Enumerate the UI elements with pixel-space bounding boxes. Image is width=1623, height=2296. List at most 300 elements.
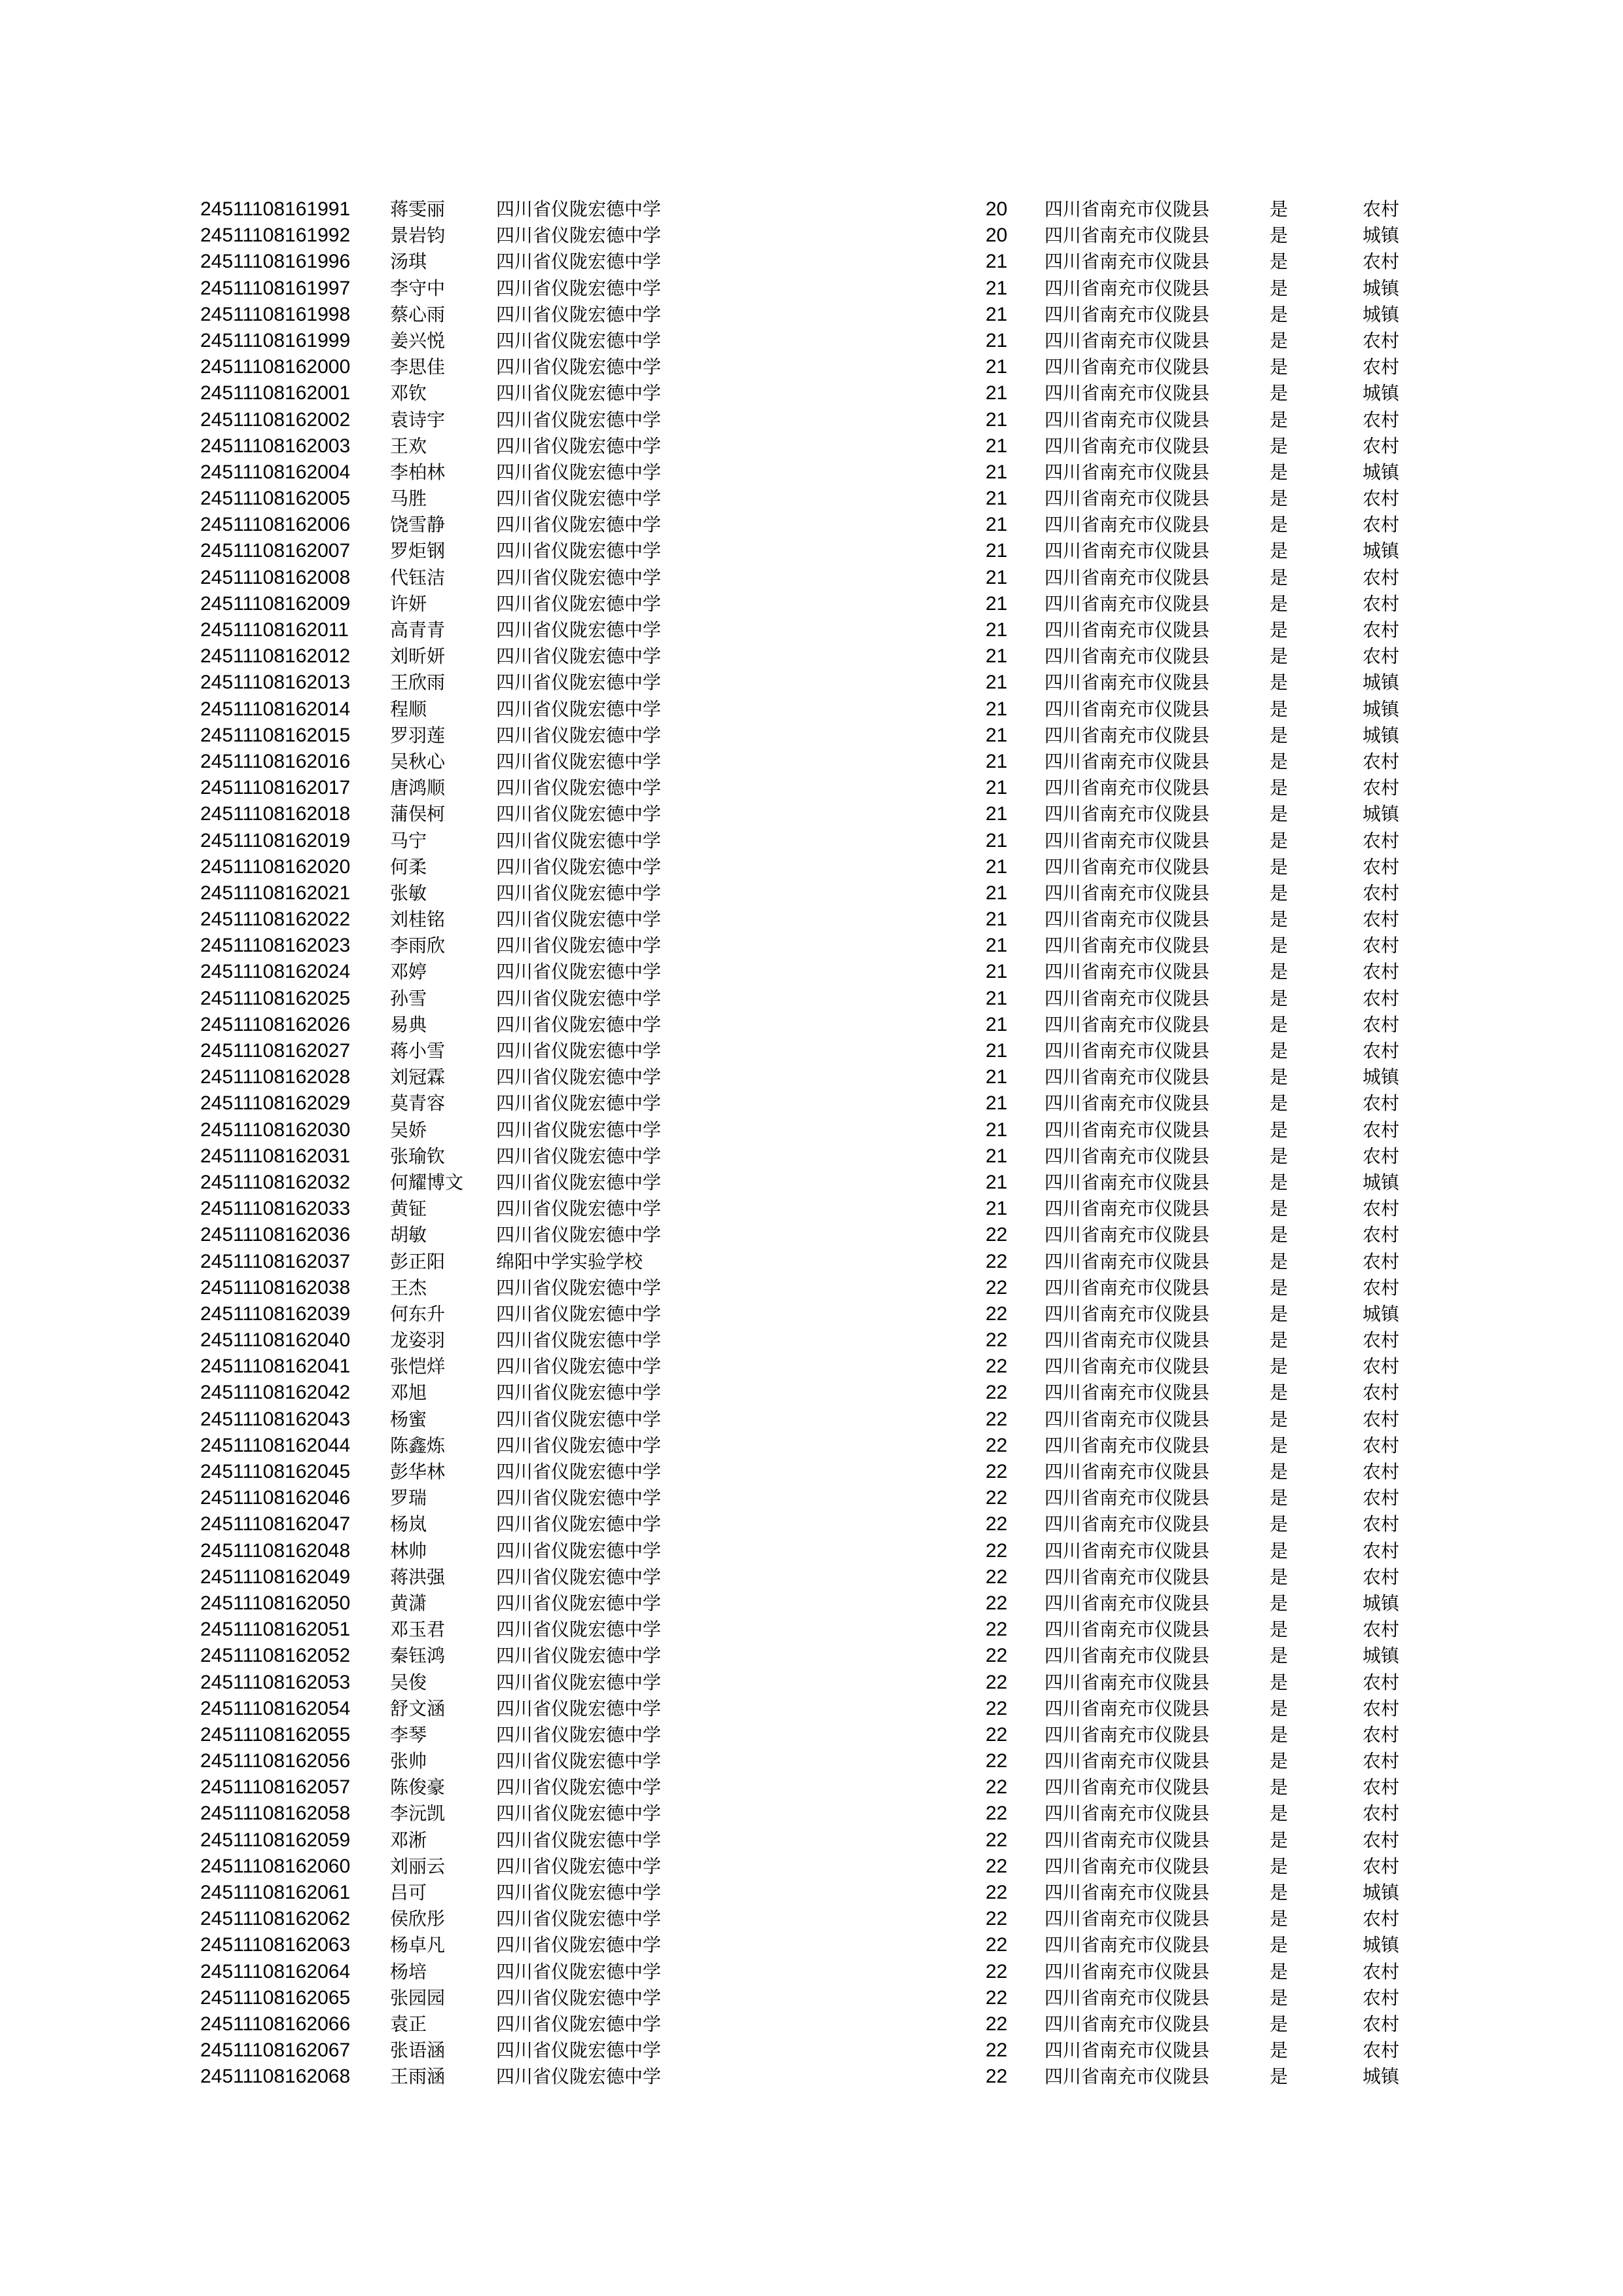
address-cell: 四川省南充市仪陇县 [1044, 1329, 1210, 1352]
number-cell: 22 [986, 1855, 1008, 1877]
school-cell: 四川省仪陇宏德中学 [496, 1461, 662, 1482]
address-cell: 四川省南充市仪陇县 [1044, 329, 1210, 351]
number-cell: 21 [986, 619, 1008, 641]
student-name-cell: 黄钲 [390, 1198, 427, 1220]
address-cell: 四川省南充市仪陇县 [1044, 908, 1210, 931]
residence-type-cell: 农村 [1363, 1145, 1400, 1167]
number-cell: 21 [986, 488, 1008, 510]
record-id-cell: 24511108161998 [200, 303, 351, 325]
residence-type-cell: 农村 [1363, 829, 1400, 852]
number-cell: 22 [986, 1487, 1008, 1509]
table-row [0, 1301, 1623, 1327]
student-name-cell: 何柔 [390, 855, 427, 878]
table-row [0, 1643, 1623, 1669]
student-name-cell: 刘丽云 [390, 1855, 446, 1877]
residence-type-cell: 农村 [1363, 514, 1400, 536]
number-cell: 21 [986, 1013, 1008, 1035]
student-name-cell: 杨卓凡 [390, 1934, 446, 1956]
record-id-cell: 24511108162023 [200, 935, 351, 957]
table-row [0, 407, 1623, 433]
record-id-cell: 24511108162039 [200, 1302, 351, 1325]
flag-cell: 是 [1270, 1040, 1289, 1062]
table-row [0, 2064, 1623, 2090]
residence-type-cell: 城镇 [1363, 1066, 1400, 1088]
address-cell: 四川省南充市仪陇县 [1044, 1671, 1210, 1693]
student-name-cell: 孙雪 [390, 987, 427, 1009]
record-id-cell: 24511108162051 [200, 1619, 351, 1641]
record-id-cell: 24511108162030 [200, 1119, 351, 1141]
residence-type-cell: 农村 [1363, 1776, 1400, 1799]
flag-cell: 是 [1270, 1119, 1289, 1141]
flag-cell: 是 [1270, 1539, 1289, 1562]
number-cell: 22 [986, 1750, 1008, 1772]
school-cell: 四川省仪陇宏德中学 [496, 1171, 662, 1193]
record-id-cell: 24511108162007 [200, 540, 351, 562]
address-cell: 四川省南充市仪陇县 [1044, 1645, 1210, 1667]
number-cell: 21 [986, 540, 1008, 562]
student-name-cell: 刘昕妍 [390, 645, 446, 668]
school-cell: 四川省仪陇宏德中学 [496, 1302, 662, 1325]
address-cell: 四川省南充市仪陇县 [1044, 1986, 1210, 2009]
flag-cell: 是 [1270, 698, 1289, 720]
flag-cell: 是 [1270, 251, 1289, 273]
student-name-cell: 张敏 [390, 882, 427, 904]
address-cell: 四川省南充市仪陇县 [1044, 488, 1210, 510]
record-id-cell: 24511108162061 [200, 1882, 351, 1903]
table-row [0, 591, 1623, 617]
number-cell: 22 [986, 1934, 1008, 1956]
number-cell: 20 [986, 224, 1008, 247]
record-id-cell: 24511108162064 [200, 1960, 351, 1982]
school-cell: 四川省仪陇宏德中学 [496, 1645, 662, 1667]
school-cell: 四川省仪陇宏德中学 [496, 382, 662, 404]
school-cell: 四川省仪陇宏德中学 [496, 1092, 662, 1115]
school-cell: 四川省仪陇宏德中学 [496, 2066, 662, 2088]
flag-cell: 是 [1270, 1171, 1289, 1193]
table-row [0, 1985, 1623, 2011]
number-cell: 21 [986, 987, 1008, 1009]
table-row [0, 1801, 1623, 1827]
table-row [0, 1722, 1623, 1748]
table-row [0, 1748, 1623, 1774]
table-row [0, 1249, 1623, 1275]
address-cell: 四川省南充市仪陇县 [1044, 619, 1210, 641]
residence-type-cell: 城镇 [1363, 1882, 1400, 1903]
address-cell: 四川省南充市仪陇县 [1044, 672, 1210, 694]
table-row [0, 249, 1623, 275]
record-id-cell: 24511108162025 [200, 987, 351, 1009]
student-name-cell: 何东升 [390, 1302, 446, 1325]
number-cell: 22 [986, 1776, 1008, 1799]
student-name-cell: 李琴 [390, 1723, 427, 1746]
address-cell: 四川省南充市仪陇县 [1044, 1513, 1210, 1535]
address-cell: 四川省南充市仪陇县 [1044, 1171, 1210, 1193]
flag-cell: 是 [1270, 1776, 1289, 1799]
student-name-cell: 马宁 [390, 829, 427, 852]
residence-type-cell: 城镇 [1363, 461, 1400, 483]
flag-cell: 是 [1270, 1092, 1289, 1115]
school-cell: 四川省仪陇宏德中学 [496, 961, 662, 983]
address-cell: 四川省南充市仪陇县 [1044, 1408, 1210, 1430]
address-cell: 四川省南充市仪陇县 [1044, 2013, 1210, 2035]
number-cell: 21 [986, 1066, 1008, 1088]
flag-cell: 是 [1270, 1671, 1289, 1693]
record-id-cell: 24511108162009 [200, 592, 351, 615]
residence-type-cell: 农村 [1363, 1250, 1400, 1272]
address-cell: 四川省南充市仪陇县 [1044, 1829, 1210, 1851]
flag-cell: 是 [1270, 356, 1289, 378]
address-cell: 四川省南充市仪陇县 [1044, 514, 1210, 536]
table-row [0, 723, 1623, 749]
flag-cell: 是 [1270, 1355, 1289, 1378]
table-row [0, 223, 1623, 249]
school-cell: 四川省仪陇宏德中学 [496, 1908, 662, 1930]
residence-type-cell: 农村 [1363, 592, 1400, 615]
number-cell: 22 [986, 2066, 1008, 2088]
table-row [0, 775, 1623, 801]
number-cell: 22 [986, 1803, 1008, 1825]
school-cell: 四川省仪陇宏德中学 [496, 540, 662, 562]
data-table [0, 196, 1623, 2090]
school-cell: 四川省仪陇宏德中学 [496, 1276, 662, 1299]
record-id-cell: 24511108162067 [200, 2039, 351, 2062]
school-cell: 四川省仪陇宏德中学 [496, 1986, 662, 2009]
residence-type-cell: 农村 [1363, 1539, 1400, 1562]
residence-type-cell: 农村 [1363, 1487, 1400, 1509]
residence-type-cell: 农村 [1363, 1013, 1400, 1035]
record-id-cell: 24511108162015 [200, 724, 351, 746]
school-cell: 四川省仪陇宏德中学 [496, 829, 662, 852]
table-row [0, 1143, 1623, 1170]
address-cell: 四川省南充市仪陇县 [1044, 382, 1210, 404]
school-cell: 四川省仪陇宏德中学 [496, 1671, 662, 1693]
address-cell: 四川省南充市仪陇县 [1044, 1198, 1210, 1220]
record-id-cell: 24511108162029 [200, 1092, 351, 1115]
number-cell: 21 [986, 1145, 1008, 1167]
school-cell: 四川省仪陇宏德中学 [496, 777, 662, 799]
number-cell: 22 [986, 1645, 1008, 1667]
school-cell: 四川省仪陇宏德中学 [496, 1224, 662, 1246]
school-cell: 四川省仪陇宏德中学 [496, 1355, 662, 1378]
student-name-cell: 马胜 [390, 488, 427, 510]
address-cell: 四川省南充市仪陇县 [1044, 1592, 1210, 1614]
record-id-cell: 24511108161999 [200, 329, 351, 351]
number-cell: 22 [986, 1302, 1008, 1325]
number-cell: 22 [986, 1408, 1008, 1430]
record-id-cell: 24511108162050 [200, 1592, 351, 1614]
school-cell: 四川省仪陇宏德中学 [496, 1855, 662, 1877]
table-row [0, 1327, 1623, 1354]
flag-cell: 是 [1270, 935, 1289, 957]
residence-type-cell: 农村 [1363, 1723, 1400, 1746]
table-row [0, 486, 1623, 512]
student-name-cell: 许妍 [390, 592, 427, 615]
record-id-cell: 24511108162014 [200, 698, 351, 720]
flag-cell: 是 [1270, 645, 1289, 668]
address-cell: 四川省南充市仪陇县 [1044, 461, 1210, 483]
table-row [0, 749, 1623, 775]
record-id-cell: 24511108162066 [200, 2013, 351, 2035]
address-cell: 四川省南充市仪陇县 [1044, 1723, 1210, 1746]
number-cell: 22 [986, 1224, 1008, 1246]
residence-type-cell: 农村 [1363, 1198, 1400, 1220]
number-cell: 22 [986, 1434, 1008, 1456]
residence-type-cell: 农村 [1363, 750, 1400, 772]
record-id-cell: 24511108162002 [200, 408, 351, 431]
school-cell: 四川省仪陇宏德中学 [496, 1776, 662, 1799]
school-cell: 四川省仪陇宏德中学 [496, 724, 662, 746]
record-id-cell: 24511108162033 [200, 1198, 351, 1220]
record-id-cell: 24511108162013 [200, 672, 351, 694]
flag-cell: 是 [1270, 277, 1289, 299]
number-cell: 21 [986, 829, 1008, 852]
residence-type-cell: 农村 [1363, 198, 1400, 220]
number-cell: 22 [986, 1986, 1008, 2009]
residence-type-cell: 农村 [1363, 1697, 1400, 1719]
table-row [0, 933, 1623, 959]
student-name-cell: 饶雪静 [390, 514, 446, 536]
student-name-cell: 陈鑫炼 [390, 1434, 446, 1456]
student-name-cell: 李守中 [390, 277, 446, 299]
flag-cell: 是 [1270, 1908, 1289, 1930]
table-row [0, 512, 1623, 538]
school-cell: 四川省仪陇宏德中学 [496, 1750, 662, 1772]
flag-cell: 是 [1270, 619, 1289, 641]
number-cell: 21 [986, 961, 1008, 983]
table-row [0, 1012, 1623, 1038]
residence-type-cell: 城镇 [1363, 540, 1400, 562]
address-cell: 四川省南充市仪陇县 [1044, 408, 1210, 431]
student-name-cell: 何耀博文 [390, 1171, 464, 1193]
residence-type-cell: 农村 [1363, 1750, 1400, 1772]
address-cell: 四川省南充市仪陇县 [1044, 1461, 1210, 1482]
student-name-cell: 李雨欣 [390, 935, 446, 957]
table-row [0, 1196, 1623, 1222]
record-id-cell: 24511108161997 [200, 277, 351, 299]
record-id-cell: 24511108162056 [200, 1750, 351, 1772]
residence-type-cell: 农村 [1363, 645, 1400, 668]
flag-cell: 是 [1270, 1066, 1289, 1088]
school-cell: 绵阳中学实验学校 [496, 1250, 643, 1272]
record-id-cell: 24511108162020 [200, 855, 351, 878]
record-id-cell: 24511108162008 [200, 566, 351, 588]
student-name-cell: 蒋洪强 [390, 1566, 446, 1588]
flag-cell: 是 [1270, 514, 1289, 536]
table-row [0, 880, 1623, 906]
flag-cell: 是 [1270, 1855, 1289, 1877]
record-id-cell: 24511108162024 [200, 961, 351, 983]
school-cell: 四川省仪陇宏德中学 [496, 329, 662, 351]
table-row [0, 1696, 1623, 1722]
school-cell: 四川省仪陇宏德中学 [496, 1829, 662, 1851]
number-cell: 21 [986, 1119, 1008, 1141]
flag-cell: 是 [1270, 592, 1289, 615]
address-cell: 四川省南充市仪陇县 [1044, 592, 1210, 615]
number-cell: 22 [986, 2039, 1008, 2062]
student-name-cell: 吴娇 [390, 1119, 427, 1141]
residence-type-cell: 农村 [1363, 777, 1400, 799]
residence-type-cell: 城镇 [1363, 224, 1400, 247]
flag-cell: 是 [1270, 1803, 1289, 1825]
school-cell: 四川省仪陇宏德中学 [496, 987, 662, 1009]
flag-cell: 是 [1270, 1013, 1289, 1035]
table-row [0, 380, 1623, 406]
school-cell: 四川省仪陇宏德中学 [496, 1329, 662, 1352]
residence-type-cell: 农村 [1363, 1382, 1400, 1404]
record-id-cell: 24511108162062 [200, 1908, 351, 1930]
number-cell: 22 [986, 1355, 1008, 1378]
table-row [0, 302, 1623, 328]
number-cell: 21 [986, 1198, 1008, 1220]
record-id-cell: 24511108162040 [200, 1329, 351, 1352]
table-row [0, 1564, 1623, 1590]
number-cell: 22 [986, 1592, 1008, 1614]
student-name-cell: 胡敏 [390, 1224, 427, 1246]
number-cell: 21 [986, 935, 1008, 957]
record-id-cell: 24511108162049 [200, 1566, 351, 1588]
flag-cell: 是 [1270, 724, 1289, 746]
record-id-cell: 24511108162057 [200, 1776, 351, 1799]
table-row [0, 1538, 1623, 1564]
table-row [0, 617, 1623, 643]
number-cell: 22 [986, 1250, 1008, 1272]
school-cell: 四川省仪陇宏德中学 [496, 408, 662, 431]
number-cell: 22 [986, 1329, 1008, 1352]
record-id-cell: 24511108162032 [200, 1171, 351, 1193]
record-id-cell: 24511108162019 [200, 829, 351, 852]
student-name-cell: 汤琪 [390, 251, 427, 273]
student-name-cell: 程顺 [390, 698, 427, 720]
student-name-cell: 王雨涵 [390, 2066, 446, 2088]
school-cell: 四川省仪陇宏德中学 [496, 224, 662, 247]
record-id-cell: 24511108162022 [200, 908, 351, 931]
student-name-cell: 张园园 [390, 1986, 446, 2009]
number-cell: 21 [986, 329, 1008, 351]
table-row [0, 1959, 1623, 1985]
residence-type-cell: 农村 [1363, 488, 1400, 510]
table-row [0, 1222, 1623, 1248]
school-cell: 四川省仪陇宏德中学 [496, 698, 662, 720]
table-row [0, 1170, 1623, 1196]
residence-type-cell: 农村 [1363, 1092, 1400, 1115]
residence-type-cell: 农村 [1363, 566, 1400, 588]
number-cell: 22 [986, 1697, 1008, 1719]
student-name-cell: 林帅 [390, 1539, 427, 1562]
school-cell: 四川省仪陇宏德中学 [496, 1066, 662, 1088]
record-id-cell: 24511108161991 [200, 198, 351, 220]
table-row [0, 1117, 1623, 1143]
address-cell: 四川省南充市仪陇县 [1044, 1539, 1210, 1562]
school-cell: 四川省仪陇宏德中学 [496, 1697, 662, 1719]
record-id-cell: 24511108162042 [200, 1382, 351, 1404]
flag-cell: 是 [1270, 1408, 1289, 1430]
student-name-cell: 袁诗宇 [390, 408, 446, 431]
table-row [0, 354, 1623, 380]
student-name-cell: 杨蜜 [390, 1408, 427, 1430]
address-cell: 四川省南充市仪陇县 [1044, 987, 1210, 1009]
address-cell: 四川省南充市仪陇县 [1044, 645, 1210, 668]
residence-type-cell: 农村 [1363, 1355, 1400, 1378]
residence-type-cell: 城镇 [1363, 1592, 1400, 1614]
school-cell: 四川省仪陇宏德中学 [496, 1882, 662, 1903]
address-cell: 四川省南充市仪陇县 [1044, 1224, 1210, 1246]
number-cell: 21 [986, 408, 1008, 431]
school-cell: 四川省仪陇宏德中学 [496, 1040, 662, 1062]
record-id-cell: 24511108162028 [200, 1066, 351, 1088]
table-row [0, 1932, 1623, 1958]
student-name-cell: 吴秋心 [390, 750, 446, 772]
residence-type-cell: 农村 [1363, 1855, 1400, 1877]
student-name-cell: 杨岚 [390, 1513, 427, 1535]
school-cell: 四川省仪陇宏德中学 [496, 2039, 662, 2062]
residence-type-cell: 农村 [1363, 1329, 1400, 1352]
address-cell: 四川省南充市仪陇县 [1044, 1566, 1210, 1588]
flag-cell: 是 [1270, 1250, 1289, 1272]
school-cell: 四川省仪陇宏德中学 [496, 672, 662, 694]
number-cell: 21 [986, 435, 1008, 457]
address-cell: 四川省南充市仪陇县 [1044, 1803, 1210, 1825]
flag-cell: 是 [1270, 1723, 1289, 1746]
school-cell: 四川省仪陇宏德中学 [496, 908, 662, 931]
table-row [0, 906, 1623, 933]
residence-type-cell: 农村 [1363, 251, 1400, 273]
address-cell: 四川省南充市仪陇县 [1044, 1934, 1210, 1956]
record-id-cell: 24511108162055 [200, 1723, 351, 1746]
number-cell: 22 [986, 1461, 1008, 1482]
flag-cell: 是 [1270, 987, 1289, 1009]
flag-cell: 是 [1270, 961, 1289, 983]
student-name-cell: 邓玉君 [390, 1619, 446, 1641]
address-cell: 四川省南充市仪陇县 [1044, 1908, 1210, 1930]
school-cell: 四川省仪陇宏德中学 [496, 935, 662, 957]
residence-type-cell: 城镇 [1363, 1302, 1400, 1325]
school-cell: 四川省仪陇宏德中学 [496, 435, 662, 457]
student-name-cell: 秦钰鸿 [390, 1645, 446, 1667]
address-cell: 四川省南充市仪陇县 [1044, 1040, 1210, 1062]
flag-cell: 是 [1270, 1566, 1289, 1588]
flag-cell: 是 [1270, 1829, 1289, 1851]
student-name-cell: 邓婷 [390, 961, 427, 983]
school-cell: 四川省仪陇宏德中学 [496, 1934, 662, 1956]
student-name-cell: 莫青容 [390, 1092, 446, 1115]
number-cell: 21 [986, 566, 1008, 588]
table-row [0, 2037, 1623, 2064]
school-cell: 四川省仪陇宏德中学 [496, 882, 662, 904]
flag-cell: 是 [1270, 1302, 1289, 1325]
student-name-cell: 陈俊豪 [390, 1776, 446, 1799]
table-row [0, 643, 1623, 670]
school-cell: 四川省仪陇宏德中学 [496, 251, 662, 273]
address-cell: 四川省南充市仪陇县 [1044, 1276, 1210, 1299]
flag-cell: 是 [1270, 672, 1289, 694]
residence-type-cell: 农村 [1363, 1619, 1400, 1641]
table-row [0, 670, 1623, 696]
number-cell: 21 [986, 672, 1008, 694]
table-row [0, 1880, 1623, 1906]
residence-type-cell: 农村 [1363, 1803, 1400, 1825]
school-cell: 四川省仪陇宏德中学 [496, 1803, 662, 1825]
residence-type-cell: 农村 [1363, 619, 1400, 641]
number-cell: 21 [986, 382, 1008, 404]
table-row [0, 959, 1623, 985]
address-cell: 四川省南充市仪陇县 [1044, 1355, 1210, 1378]
student-name-cell: 王欢 [390, 435, 427, 457]
school-cell: 四川省仪陇宏德中学 [496, 461, 662, 483]
school-cell: 四川省仪陇宏德中学 [496, 803, 662, 825]
school-cell: 四川省仪陇宏德中学 [496, 198, 662, 220]
residence-type-cell: 农村 [1363, 408, 1400, 431]
flag-cell: 是 [1270, 750, 1289, 772]
